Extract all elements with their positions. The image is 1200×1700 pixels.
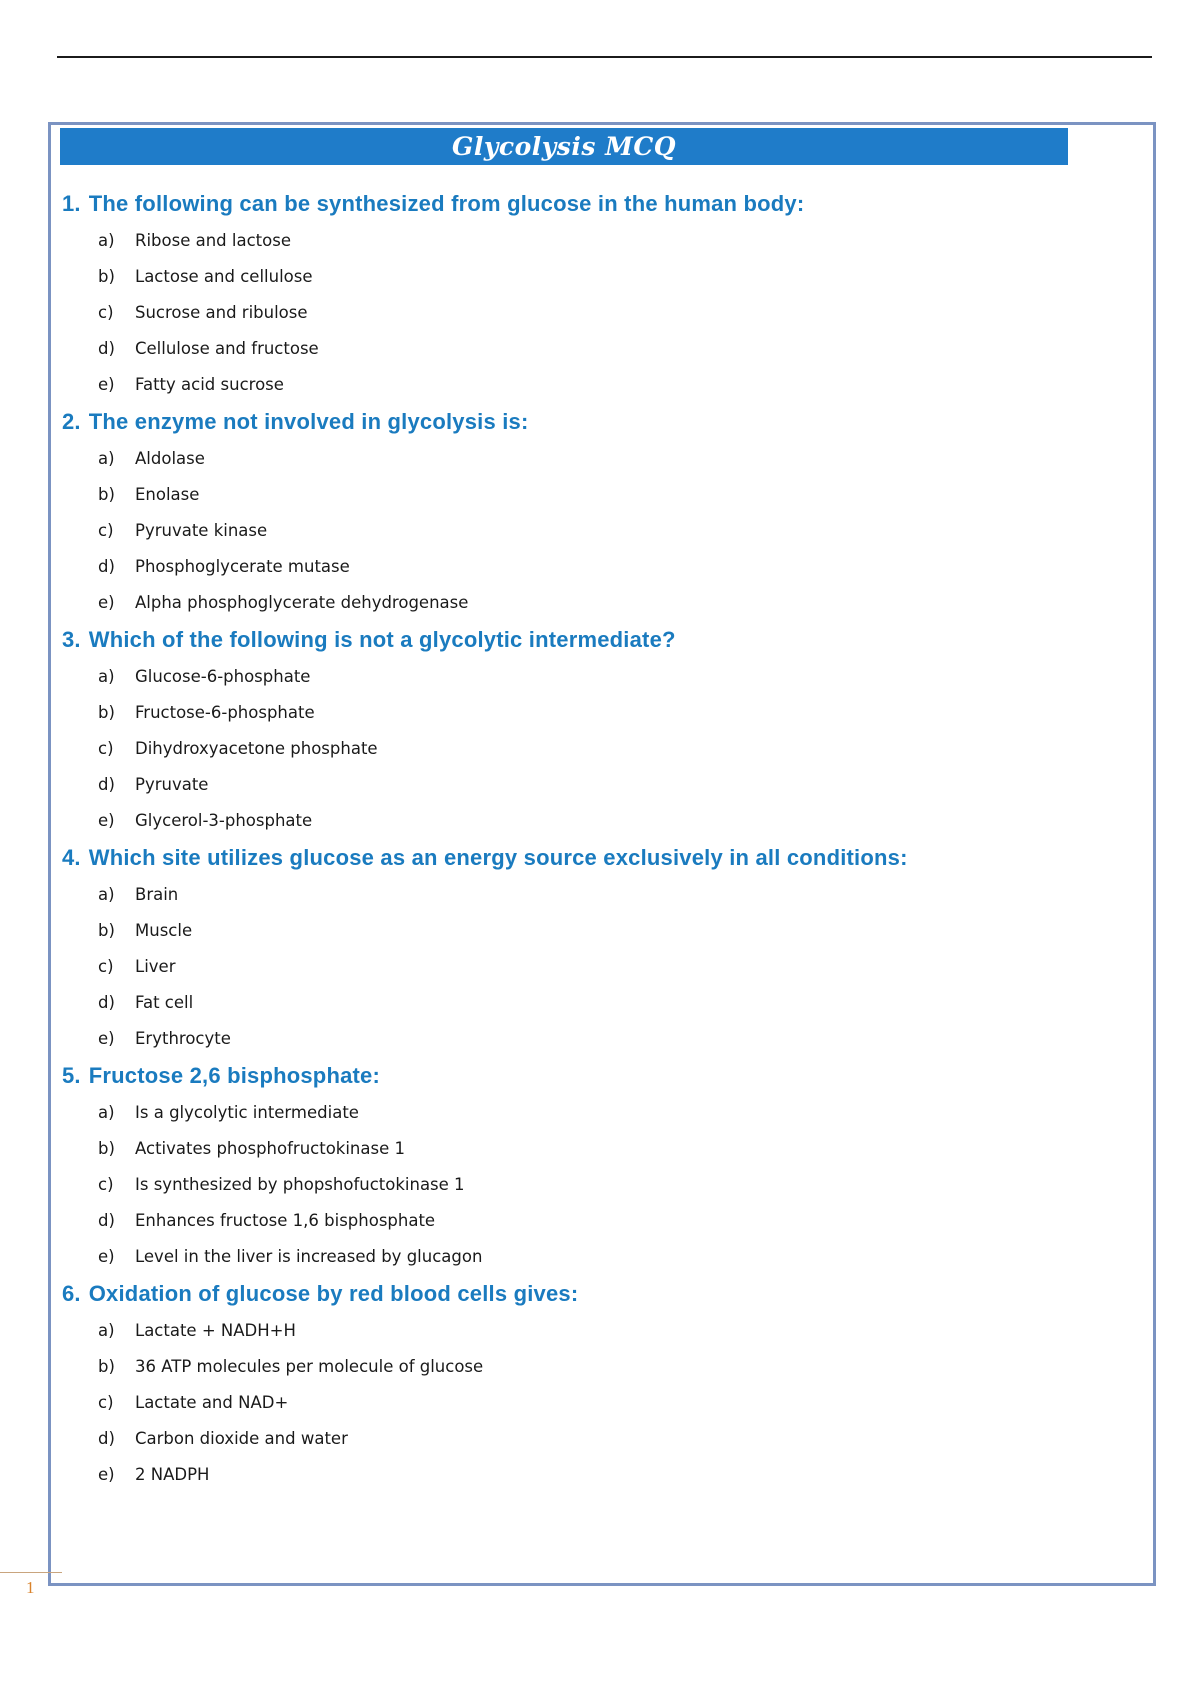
option-a — [62, 223, 1142, 259]
option-list — [62, 659, 1142, 839]
option-letter: b) — [98, 703, 115, 722]
option-text: Enolase — [135, 485, 200, 504]
option-letter: d) — [98, 1429, 115, 1448]
option-c — [62, 1385, 1142, 1421]
option-letter: a) — [98, 1321, 115, 1340]
option-letter: e) — [98, 1247, 115, 1266]
option-letter: e) — [98, 593, 115, 612]
option-c — [62, 1167, 1142, 1203]
option-letter: a) — [98, 231, 115, 250]
option-e — [62, 1021, 1142, 1057]
option-text: Sucrose and ribulose — [135, 303, 308, 322]
option-text: Phosphoglycerate mutase — [135, 557, 350, 576]
question-list — [62, 185, 1142, 1493]
option-b — [62, 1349, 1142, 1385]
option-list — [62, 1095, 1142, 1275]
option-d — [62, 1203, 1142, 1239]
option-b — [62, 913, 1142, 949]
option-text: Level in the liver is increased by glucagon — [135, 1247, 483, 1266]
option-letter: a) — [98, 449, 115, 468]
option-e — [62, 585, 1142, 621]
option-text: Activates phosphofructokinase 1 — [135, 1139, 405, 1158]
option-b — [62, 695, 1142, 731]
option-letter: d) — [98, 557, 115, 576]
question-number: 5. — [62, 1063, 81, 1088]
option-b — [62, 1131, 1142, 1167]
option-e — [62, 367, 1142, 403]
option-text: Enhances fructose 1,6 bisphosphate — [135, 1211, 436, 1230]
option-text: Alpha phosphoglycerate dehydrogenase — [135, 593, 469, 612]
option-c — [62, 295, 1142, 331]
option-text: 2 NADPH — [135, 1465, 210, 1484]
question-heading — [62, 185, 1142, 223]
option-text: Ribose and lactose — [135, 231, 291, 250]
option-text: Glucose-6-phosphate — [135, 667, 311, 686]
option-text: Liver — [135, 957, 176, 976]
question-number: 1. — [62, 191, 81, 216]
question-6 — [62, 1275, 1142, 1493]
option-e — [62, 1457, 1142, 1493]
option-letter: d) — [98, 993, 115, 1012]
question-heading — [62, 1275, 1142, 1313]
question-4 — [62, 839, 1142, 1057]
option-letter: e) — [98, 811, 115, 830]
option-letter: b) — [98, 1139, 115, 1158]
option-d — [62, 331, 1142, 367]
question-3 — [62, 621, 1142, 839]
option-letter: b) — [98, 267, 115, 286]
option-letter: d) — [98, 775, 115, 794]
option-a — [62, 877, 1142, 913]
question-text: Which site utilizes glucose as an energy source exclusively in all conditions: — [88, 845, 908, 870]
option-letter: c) — [98, 739, 114, 758]
option-b — [62, 477, 1142, 513]
option-text: Pyruvate kinase — [135, 521, 268, 540]
option-letter: c) — [98, 303, 114, 322]
option-text: Erythrocyte — [135, 1029, 231, 1048]
option-e — [62, 1239, 1142, 1275]
question-1 — [62, 185, 1142, 403]
question-text: Oxidation of glucose by red blood cells gives: — [88, 1281, 579, 1306]
option-a — [62, 659, 1142, 695]
question-text: The enzyme not involved in glycolysis is: — [88, 409, 529, 434]
question-number: 3. — [62, 627, 81, 652]
question-number: 2. — [62, 409, 81, 434]
option-text: Brain — [135, 885, 179, 904]
option-letter: a) — [98, 1103, 115, 1122]
option-letter: e) — [98, 1465, 115, 1484]
option-d — [62, 985, 1142, 1021]
option-c — [62, 731, 1142, 767]
option-text: Carbon dioxide and water — [135, 1429, 348, 1448]
question-number: 4. — [62, 845, 81, 870]
option-letter: c) — [98, 957, 114, 976]
option-a — [62, 441, 1142, 477]
option-a — [62, 1095, 1142, 1131]
option-letter: c) — [98, 1175, 114, 1194]
option-d — [62, 549, 1142, 585]
option-text: Lactose and cellulose — [135, 267, 313, 286]
option-letter: b) — [98, 485, 115, 504]
option-c — [62, 513, 1142, 549]
option-text: Fructose-6-phosphate — [135, 703, 315, 722]
option-list — [62, 1313, 1142, 1493]
option-text: Fat cell — [135, 993, 194, 1012]
question-text: Which of the following is not a glycolytic intermediate? — [88, 627, 676, 652]
option-d — [62, 1421, 1142, 1457]
option-a — [62, 1313, 1142, 1349]
option-b — [62, 259, 1142, 295]
option-letter: e) — [98, 375, 115, 394]
option-letter: c) — [98, 521, 114, 540]
option-letter: b) — [98, 921, 115, 940]
question-text: The following can be synthesized from glucose in the human body: — [88, 191, 805, 216]
option-text: Is a glycolytic intermediate — [135, 1103, 359, 1122]
option-text: Is synthesized by phopshofuctokinase 1 — [135, 1175, 465, 1194]
option-letter: d) — [98, 339, 115, 358]
question-5 — [62, 1057, 1142, 1275]
document-title: Glycolysis MCQ — [60, 128, 1068, 165]
question-heading — [62, 621, 1142, 659]
question-heading — [62, 1057, 1142, 1095]
option-c — [62, 949, 1142, 985]
option-d — [62, 767, 1142, 803]
option-text: Muscle — [135, 921, 193, 940]
question-text: Fructose 2,6 bisphosphate: — [88, 1063, 381, 1088]
option-letter: d) — [98, 1211, 115, 1230]
option-list — [62, 223, 1142, 403]
question-2 — [62, 403, 1142, 621]
option-text: Lactate and NAD+ — [135, 1393, 289, 1412]
question-heading — [62, 839, 1142, 877]
option-text: Fatty acid sucrose — [135, 375, 284, 394]
option-text: 36 ATP molecules per molecule of glucose — [135, 1357, 484, 1376]
option-letter: e) — [98, 1029, 115, 1048]
page-number: 1 — [26, 1578, 35, 1597]
option-letter: a) — [98, 885, 115, 904]
option-list — [62, 877, 1142, 1057]
option-text: Cellulose and fructose — [135, 339, 319, 358]
option-text: Dihydroxyacetone phosphate — [135, 739, 378, 758]
page-number-rule — [0, 1572, 62, 1573]
option-e — [62, 803, 1142, 839]
option-text: Lactate + NADH+H — [135, 1321, 296, 1340]
question-number: 6. — [62, 1281, 81, 1306]
header-rule — [57, 56, 1152, 58]
option-letter: b) — [98, 1357, 115, 1376]
question-heading — [62, 403, 1142, 441]
option-text: Glycerol-3-phosphate — [135, 811, 313, 830]
option-letter: a) — [98, 667, 115, 686]
option-list — [62, 441, 1142, 621]
option-letter: c) — [98, 1393, 114, 1412]
option-text: Pyruvate — [135, 775, 209, 794]
option-text: Aldolase — [135, 449, 205, 468]
